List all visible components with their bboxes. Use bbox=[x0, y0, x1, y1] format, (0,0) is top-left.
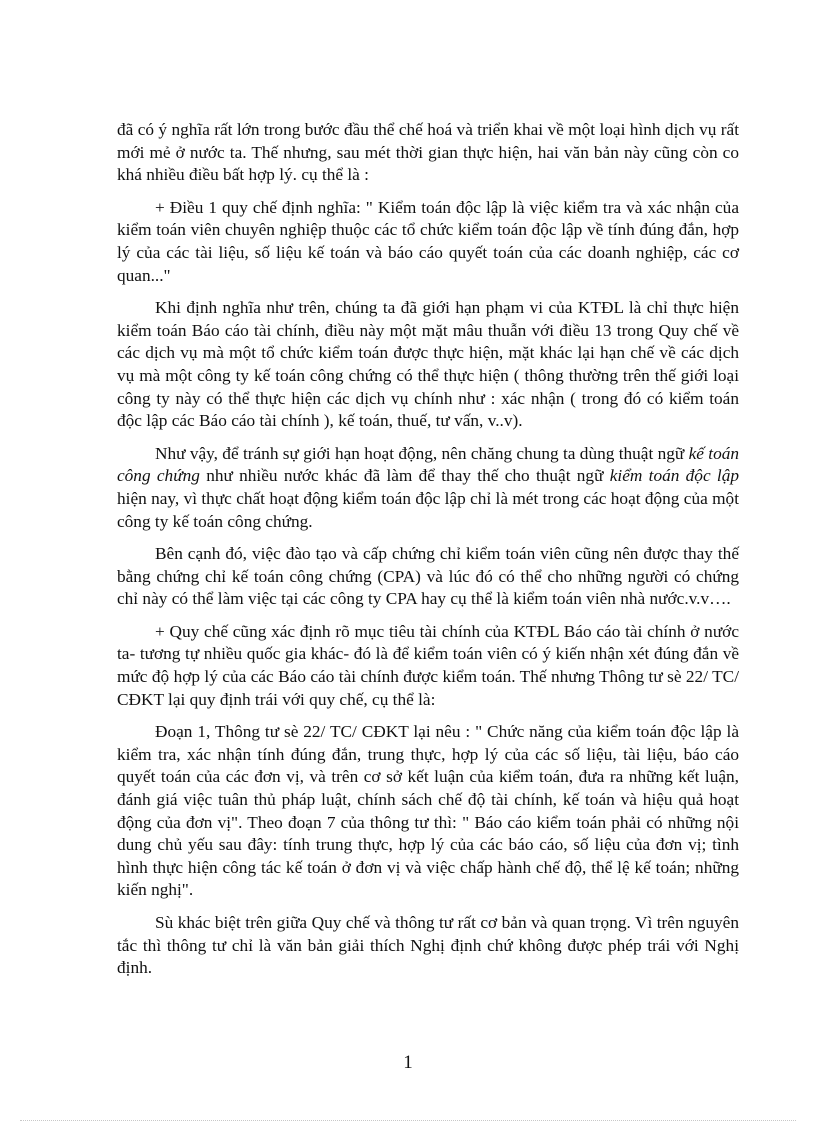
paragraph-text-segment: hiện nay, vì thực chất hoạt động kiểm toán độc lập chỉ là mét trong các hoạt động của một công ty kế toán công chứng. bbox=[117, 488, 739, 531]
paragraph-cpa-certification: Bên cạnh đó, việc đào tạo và cấp chứng chỉ kiểm toán viên cũng nên được thay thế bằng chứng chỉ kế toán công chứng (CPA) và lúc đó có thể cho những người có chứng chỉ này có thể làm việc tại các công ty CPA hay cụ thể là kiểm toán viên nhà nước.v.v…. bbox=[117, 544, 739, 609]
paragraph-article-1-definition: + Điều 1 quy chế định nghĩa: " Kiểm toán độc lập là việc kiểm tra và xác nhận của kiểm toán viên chuyên nghiệp thuộc các tổ chức kiểm toán độc lập về tính đúng đắn, hợp lý của các tài liệu, số liệu kế toán và báo cáo quyết toán của các doanh nghiệp, các cơ quan..." bbox=[117, 197, 739, 285]
paragraph-text-segment: Như vậy, để tránh sự giới hạn hoạt động, nên chăng chung ta dùng thuật ngữ bbox=[155, 443, 689, 463]
italic-term-kiem-toan-doc-lap: kiểm toán độc lập bbox=[609, 466, 739, 486]
paragraph-circular-22: Đoạn 1, Thông tư sè 22/ TC/ CĐKT lại nêu : " Chức năng của kiểm toán độc lập là kiểm tra, xác nhận tính đúng đắn, trung thực, hợp lý của các số liệu, tài liệu, báo cáo quyết toán của các đơn vị, và trên cơ sở kết luận của kiểm toán, đưa ra những kết luận, đánh giá việc tuân thủ pháp luật, chính sách chế độ tài chính, kế toán và hiệu quả hoạt động của đơn vị". Theo đoạn 7 của thông tư thì: " Báo cáo kiểm toán phải có những nội dung chủ yếu sau đây: tính trung thực, hợp lý của các báo cáo, số liệu của đơn vị; tình hình thực hiện công tác kế toán ở đơn vị và việc chấp hành chế độ, thể lệ kế toán; những kiến nghị". bbox=[117, 722, 739, 900]
page-bottom-divider bbox=[20, 1120, 796, 1121]
paragraph-continuation: đã có ý nghĩa rất lớn trong bước đầu thể chế hoá và triển khai về một loại hình dịch vụ rất mới mẻ ở nước ta. Thế nhưng, sau mét thời gian thực hiện, hai văn bản này cũng còn co khá nhiều điều bất hợp lý. cụ thể là : bbox=[117, 120, 739, 185]
paragraph-audit-objective: + Quy chế cũng xác định rõ mục tiêu tài chính của KTĐL Báo cáo tài chính ở nước ta- tương tự nhiều quốc gia khác- đó là để kiểm toán viên có ý kiến nhận xét đúng đắn về mức độ hợp lý của các Báo cáo tài chính được kiểm toán. Thế nhưng Thông tư sè 22/ TC/ CĐKT lại quy định trái với quy chế, cụ thể là: bbox=[117, 621, 739, 709]
paragraph-terminology-proposal bbox=[117, 443, 739, 533]
paragraph-scope-limitation: Khi định nghĩa như trên, chúng ta đã giới hạn phạm vi của KTĐL là chỉ thực hiện kiểm toán Báo cáo tài chính, điều này một mặt mâu thuẫn với điều 13 trong Quy chế về các dịch vụ mà một tổ chức kiểm toán được thực hiện, mặt khác lại hạn chế về các dịch vụ mà một công ty kế toán công chứng có thể thực hiện ( thông thường trên thế giới loại công ty này có thể thực hiện các dịch vụ chính như : xác nhận ( trong đó có kiểm toán độc lập các Báo cáo tài chính ), kế toán, thuế, tư vấn, v..v). bbox=[117, 298, 739, 431]
paragraph-conclusion: Sù khác biệt trên giữa Quy chế và thông tư rất cơ bản và quan trọng. Vì trên nguyên tắc thì thông tư chỉ là văn bản giải thích Nghị định chứ không được phép trái với Nghị định. bbox=[117, 913, 739, 978]
italic-term-ke-toan-cong-chung: kế toán công chứng bbox=[117, 443, 739, 486]
document-body bbox=[117, 119, 739, 990]
paragraph-text-segment: như nhiều nước khác đã làm để thay thế cho thuật ngữ bbox=[199, 466, 610, 486]
page-number: 1 bbox=[403, 1052, 413, 1073]
